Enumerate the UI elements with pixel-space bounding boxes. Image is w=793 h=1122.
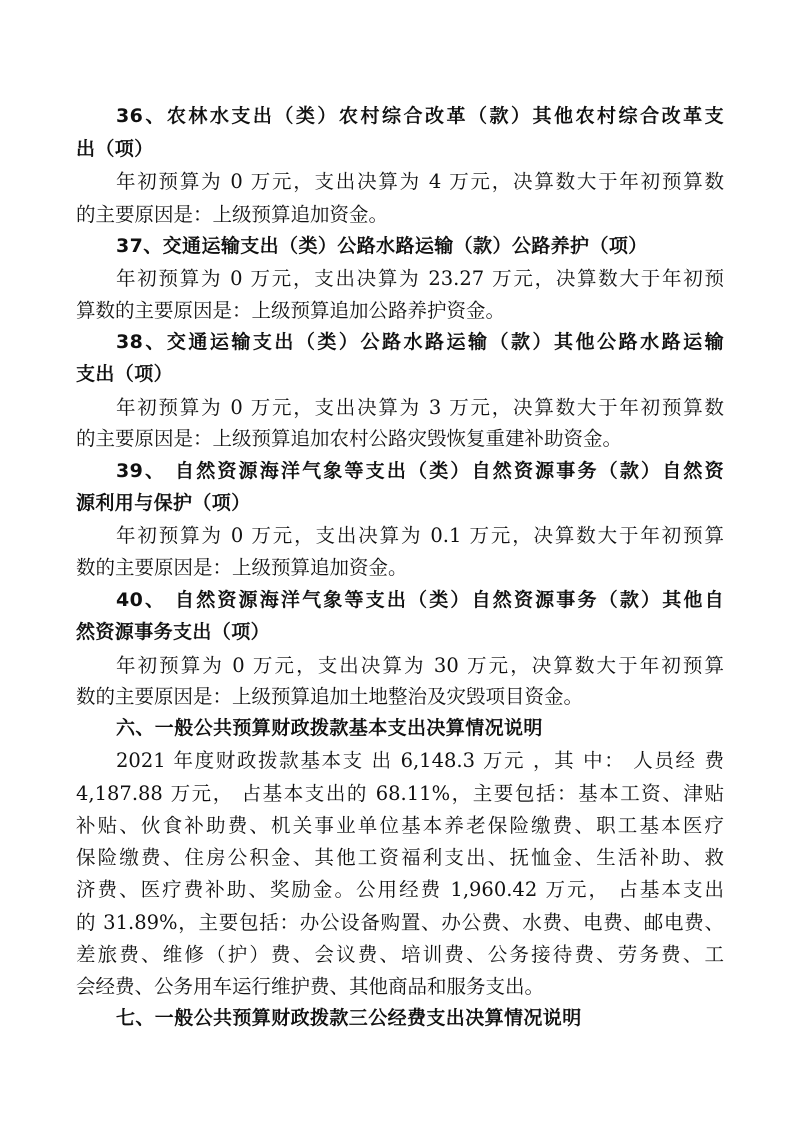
section-38-body-line-1: 年初预算为 0 万元，支出决算为 3 万元，决算数大于年初预算数 (116, 396, 724, 419)
section-38-heading-line-1: 38、交通运输支出（类）公路水路运输（款）其他公路水路运输 (116, 331, 724, 353)
section-37-heading-line-1: 37、交通运输支出（类）公路水路运输（款）公路养护（项） (116, 235, 648, 257)
section-6-heading: 六、一般公共预算财政拨款基本支出决算情况说明 (116, 717, 543, 739)
section-40-body-line-1: 年初预算为 0 万元，支出决算为 30 万元，决算数大于年初预算 (116, 654, 724, 677)
section-36-heading-line-1: 36、农林水支出（类）农村综合改革（款）其他农村综合改革支 (116, 105, 724, 127)
section-40-heading-line-2: 然资源事务支出（项） (76, 621, 271, 643)
section-38-body-line-2: 的主要原因是：上级预算追加农村公路灾毁恢复重建补助资金。 (76, 427, 623, 450)
section-36-body-line-1: 年初预算为 0 万元，支出决算为 4 万元，决算数大于年初预算数 (116, 170, 724, 193)
section-6-body-line-1: 2021 年度财政拨款基本支 出 6,148.3 万元 ，其 中： 人员经 费 (116, 749, 724, 772)
section-6-body-line-6: 的 31.89%，主要包括：办公设备购置、办公费、水费、电费、邮电费、 (76, 911, 724, 934)
section-40-heading-line-1: 40、 自然资源海洋气象等支出（类）自然资源事务（款）其他自 (116, 589, 724, 611)
section-37-body-line-1: 年初预算为 0 万元，支出决算为 23.27 万元，决算数大于年初预 (116, 267, 724, 290)
section-6-body-line-4: 保险缴费、住房公积金、其他工资福利支出、抚恤金、生活补助、救 (76, 846, 724, 869)
section-36-heading-line-2: 出（项） (76, 138, 154, 160)
section-38-heading-line-2: 支出（项） (76, 363, 174, 385)
section-6-body-line-5: 济费、医疗费补助、奖励金。公用经费 1,960.42 万元， 占基本支出 (76, 878, 724, 901)
section-37-body-line-2: 算数的主要原因是：上级预算追加公路养护资金。 (76, 299, 506, 322)
section-39-body-line-1: 年初预算为 0 万元，支出决算为 0.1 万元，决算数大于年初预算 (116, 524, 724, 547)
section-39-body-line-2: 数的主要原因是：上级预算追加资金。 (76, 556, 408, 579)
section-7-heading: 七、一般公共预算财政拨款三公经费支出决算情况说明 (116, 1007, 582, 1029)
section-6-body-line-8: 会经费、公务用车运行维护费、其他商品和服务支出。 (76, 975, 545, 998)
section-39-heading-line-2: 源利用与保护（项） (76, 492, 251, 514)
section-6-body-line-7: 差旅费、维修（护）费、会议费、培训费、公务接待费、劳务费、工 (76, 943, 724, 966)
section-39-heading-line-1: 39、 自然资源海洋气象等支出（类）自然资源事务（款）自然资 (116, 460, 724, 482)
section-40-body-line-2: 数的主要原因是：上级预算追加土地整治及灾毁项目资金。 (76, 685, 584, 708)
section-6-body-line-3: 补贴、伙食补助费、机关事业单位基本养老保险缴费、职工基本医疗 (76, 814, 724, 837)
section-36-body-line-2: 的主要原因是：上级预算追加资金。 (76, 203, 389, 226)
section-6-body-line-2: 4,187.88 万元， 占基本支出的 68.11%，主要包括：基本工资、津贴 (76, 782, 724, 805)
